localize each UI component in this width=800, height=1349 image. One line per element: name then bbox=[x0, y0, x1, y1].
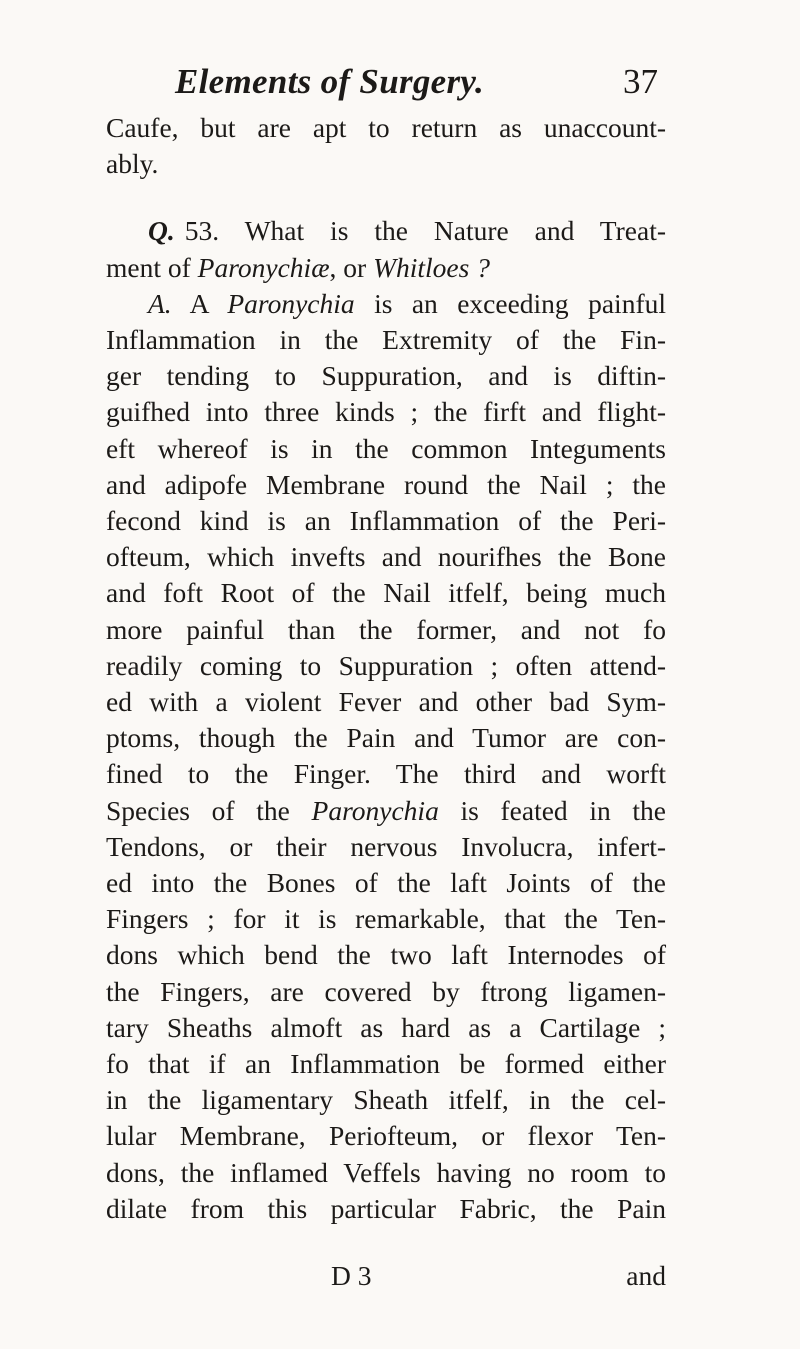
italic-term: Whitloes ? bbox=[373, 251, 490, 283]
catchword: and bbox=[626, 1260, 666, 1291]
text-line: ger tending to Suppuration, and is diftin- bbox=[106, 360, 666, 392]
text-line: ptoms, though the Pain and Tumor are con- bbox=[106, 722, 666, 754]
page-header bbox=[175, 62, 660, 112]
page-number: 37 bbox=[623, 62, 658, 101]
body-text bbox=[106, 110, 666, 1227]
text-run: , or bbox=[329, 251, 374, 283]
text-line: and adipofe Membrane round the Nail ; the bbox=[106, 468, 666, 500]
italic-term: Paronychiæ bbox=[197, 251, 330, 283]
text-line: Inflammation in the Extremity of the Fin- bbox=[106, 324, 666, 356]
text-line: fecond kind is an Inflammation of the Peri- bbox=[106, 505, 666, 537]
text-line: the Fingers, are covered by ftrong ligamen- bbox=[106, 975, 666, 1007]
text-line: fo that if an Inflammation be formed either bbox=[106, 1048, 666, 1080]
italic-term: Paronychia bbox=[227, 287, 355, 319]
text-line: fined to the Finger. The third and worft bbox=[106, 758, 666, 790]
text-line: ed into the Bones of the laft Joints of the bbox=[106, 867, 666, 899]
text-line: tary Sheaths almoft as hard as a Cartilage ; bbox=[106, 1011, 666, 1043]
answer-marker: A. bbox=[148, 287, 172, 319]
text-line bbox=[106, 793, 666, 829]
text-line: ofteum, which invefts and nourifhes the Bone bbox=[106, 541, 666, 573]
paragraph-gap bbox=[106, 182, 666, 213]
italic-term: Paronychia bbox=[311, 794, 439, 826]
text-run: is an exceeding painful bbox=[354, 287, 666, 319]
question-text: 53. What is the Nature and Treat- bbox=[184, 215, 666, 247]
question-line bbox=[106, 213, 666, 249]
text-line: guifhed into three kinds ; the firft and flight- bbox=[106, 396, 666, 428]
question-mark-symbol: Q. bbox=[148, 215, 175, 247]
text-line: dilate from this particular Fabric, the Pain bbox=[106, 1192, 666, 1224]
text-line: and foft Root of the Nail itfelf, being much bbox=[106, 577, 666, 609]
text-line: ed with a violent Fever and other bad Sym- bbox=[106, 686, 666, 718]
text-line: Caufe, but are apt to return as unaccount- bbox=[106, 112, 666, 143]
text-line: Fingers ; for it is remarkable, that the Ten- bbox=[106, 903, 666, 935]
running-title: Elements of Surgery. bbox=[175, 62, 485, 101]
text-line: more painful than the former, and not fo bbox=[106, 613, 666, 645]
text-line: in the ligamentary Sheath itfelf, in the cel- bbox=[106, 1084, 666, 1116]
text-line bbox=[106, 250, 666, 286]
text-line: readily coming to Suppuration ; often attend- bbox=[106, 649, 666, 681]
text-line: dons which bend the two laft Internodes of bbox=[106, 939, 666, 971]
text-run: ment of bbox=[106, 251, 198, 283]
text-line: eft whereof is in the common Integuments bbox=[106, 432, 666, 464]
text-run: Species of the bbox=[106, 794, 312, 826]
answer-line bbox=[106, 286, 666, 322]
text-run: A bbox=[171, 287, 228, 319]
text-line: Tendons, or their nervous Involucra, infert- bbox=[106, 830, 666, 862]
text-line: dons, the inflamed Veffels having no room to bbox=[106, 1156, 666, 1188]
text-line: lular Membrane, Periofteum, or flexor Ten- bbox=[106, 1120, 666, 1152]
text-line: ably. bbox=[106, 148, 159, 180]
page-footer bbox=[106, 1260, 666, 1300]
text-run: is feated in the bbox=[438, 794, 667, 826]
signature-mark: D 3 bbox=[331, 1260, 372, 1291]
